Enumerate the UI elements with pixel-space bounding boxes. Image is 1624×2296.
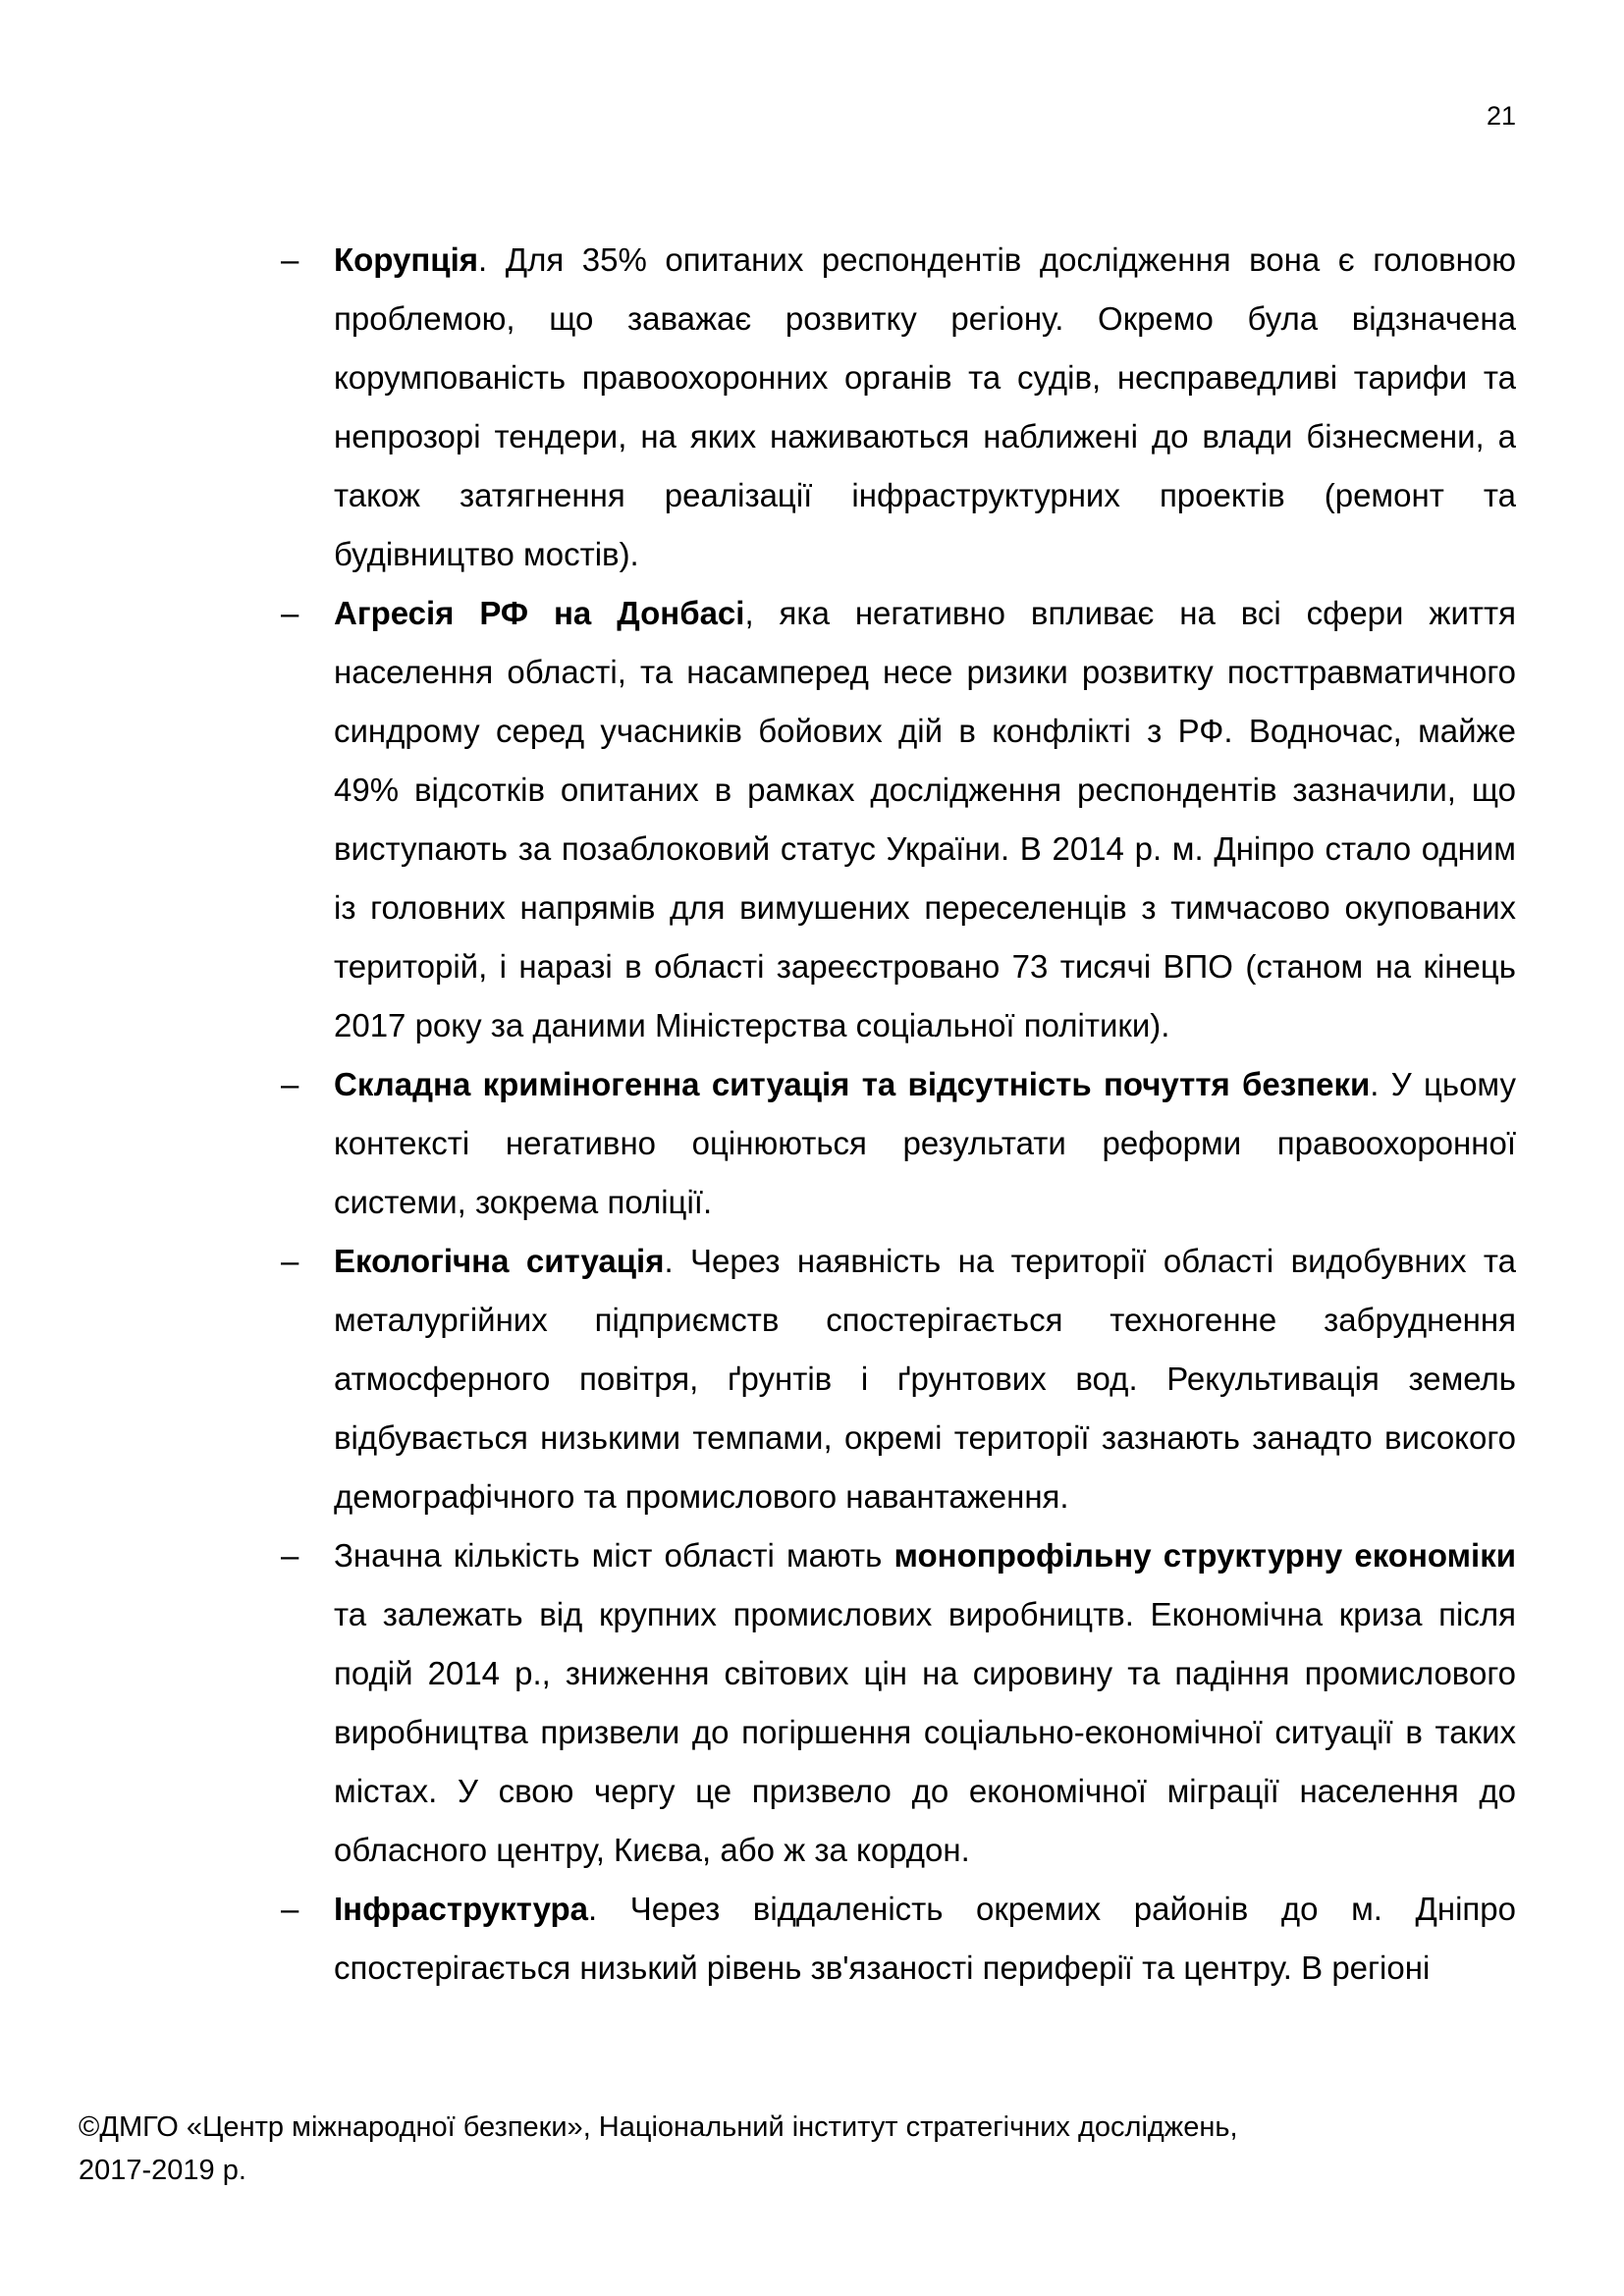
dash-bullet: – [281, 1243, 299, 1279]
list-item-infrastructure [281, 1880, 1516, 1998]
footer [79, 2106, 1238, 2192]
item-heading: Складна криміногенна ситуація та відсутність почуття безпеки [334, 1066, 1371, 1102]
dash-bullet: – [281, 1066, 299, 1102]
item-heading: Інфраструктура [334, 1891, 589, 1927]
item-text: . Через віддаленість окремих районів до м. Дніпро спостерігається низький рівень зв'язаності периферії та центру. В регіоні [334, 1891, 1516, 1986]
dash-bullet: – [281, 1537, 299, 1574]
item-heading: Екологічна ситуація [334, 1243, 665, 1279]
bullet-list [281, 231, 1517, 1998]
item-heading: монопрофільну структурну економіки [893, 1537, 1516, 1574]
item-text: . Для 35% опитаних респондентів дослідження вона є головною проблемою, що заважає розвитку регіону. Окремо була відзначена корумпованість правоохоронних органів та судів, несправедливі тарифи та непрозорі тендери, на яких наживаються наближені до влади бізнесмени, а також затягнення реалізації інфраструктурних проектів (ремонт та будівництво мостів). [334, 241, 1516, 572]
dash-bullet: – [281, 241, 299, 278]
dash-bullet: – [281, 595, 299, 631]
item-heading: Корупція [334, 241, 479, 278]
item-heading: Агресія РФ на Донбасі [334, 595, 745, 631]
item-text: , яка негативно впливає на всі сфери життя населення області, та насамперед несе ризики розвитку посттравматичного синдрому серед учасників бойових дій в конфлікті з РФ. Водночас, майже 49% відсотків опитаних в рамках дослідження респондентів зазначили, що виступають за позаблоковий статус України. В 2014 р. м. Дніпро стало одним із головних напрямів для вимушених переселенців з тимчасово окупованих територій, і наразі в області зареєстровано 73 тисячі ВПО (станом на кінець 2017 року за даними Міністерства соціальної політики). [334, 595, 1516, 1043]
list-item-crime [281, 1055, 1516, 1232]
item-text-before: Значна кількість міст області мають [334, 1537, 894, 1574]
item-text: . Через наявність на території області видобувних та металургійних підприємств спостерігається техногенне забруднення атмосферного повітря, ґрунтів і ґрунтових вод. Рекультивація земель відбувається низькими темпами, окремі території зазнають занадто високого демографічного та промислового навантаження. [334, 1243, 1517, 1515]
list-item-ecology [281, 1232, 1517, 1526]
list-item-corruption [281, 231, 1516, 584]
footer-line-1: ©ДМГО «Центр міжнародної безпеки», Національний інститут стратегічних досліджень, [79, 2111, 1238, 2143]
item-text: та залежать від крупних промислових виробництв. Економічна криза після подій 2014 р., зниження світових цін на сировину та падіння промислового виробництва призвели до погіршення соціально-економічної ситуації в таких містах. У свою чергу це призвело до економічної міграції населення до обласного центру, Києва, або ж за кордон. [334, 1596, 1516, 1868]
dash-bullet: – [281, 1891, 299, 1927]
item-text: . У цьому контексті негативно оцінюються результати реформи правоохоронної системи, зокрема поліції. [334, 1066, 1516, 1220]
list-item-aggression [281, 584, 1516, 1055]
list-item-monoprofile [281, 1526, 1516, 1880]
page-number: 21 [1486, 101, 1516, 131]
footer-line-2: 2017-2019 р. [79, 2155, 246, 2186]
